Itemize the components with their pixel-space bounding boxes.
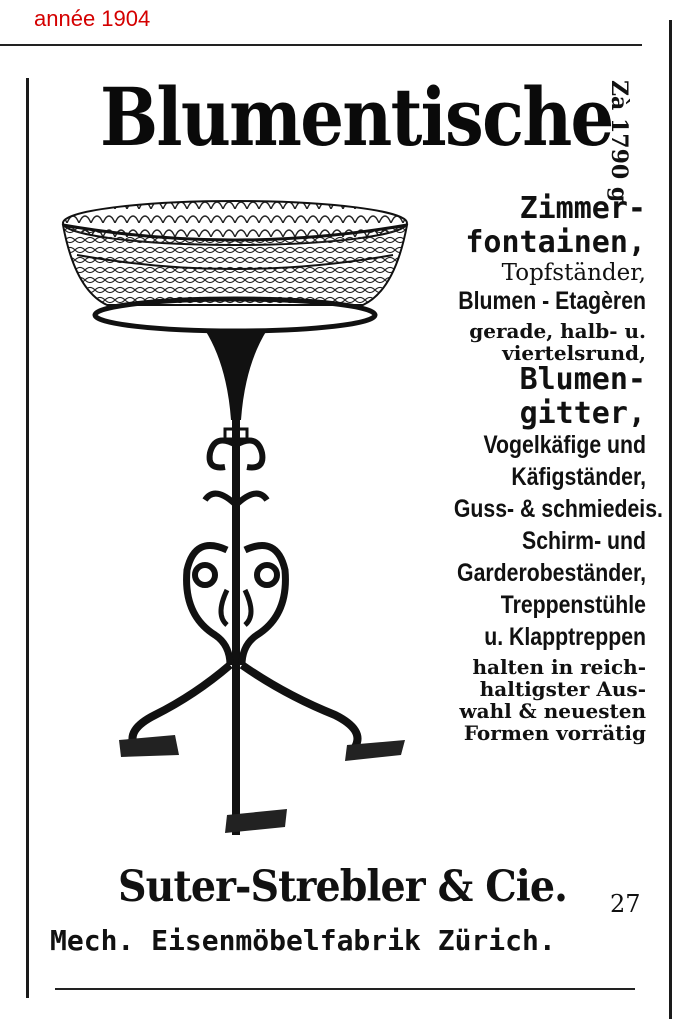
bottom-rule xyxy=(55,988,635,990)
page-number: 27 xyxy=(610,890,641,918)
flower-stand-illustration xyxy=(55,195,415,845)
product-line: Käfigständer, xyxy=(511,463,646,491)
product-line: Zimmer- xyxy=(519,191,646,226)
product-line: Guss- & schmiedeis. xyxy=(453,495,663,523)
product-line: Garderobeständer, xyxy=(457,559,646,587)
ad-title: Blumentische xyxy=(100,70,613,164)
product-line: u. Klapptreppen xyxy=(484,623,646,651)
company-name: Suter-Strebler & Cie. xyxy=(118,862,567,912)
product-line: Formen vorrätig xyxy=(463,721,646,745)
product-line: Vogelkäfige und xyxy=(483,431,646,459)
product-line: wahl & neuesten xyxy=(459,699,646,723)
product-line: Blumen - Etagèren xyxy=(458,287,646,315)
product-line: Topfständer, xyxy=(501,260,646,286)
reference-code: Zà 1790 g xyxy=(606,80,632,203)
product-line: Blumen- xyxy=(519,362,646,397)
left-border xyxy=(26,78,29,998)
product-line: halten in reich- xyxy=(472,655,646,679)
product-line: fontainen, xyxy=(465,225,646,260)
product-line: Treppenstühle xyxy=(500,591,646,619)
product-line: Schirm- und xyxy=(522,527,646,555)
right-border xyxy=(669,20,672,1019)
product-line: viertelsrund, xyxy=(502,341,646,365)
product-line: gerade, halb- u. xyxy=(469,319,646,343)
top-rule xyxy=(0,44,642,46)
company-subtitle: Mech. Eisenmöbelfabrik Zürich. xyxy=(50,924,556,957)
product-list xyxy=(420,191,663,745)
product-line: gitter, xyxy=(519,396,646,431)
year-caption: année 1904 xyxy=(34,6,151,31)
product-line: haltigster Aus- xyxy=(479,677,646,701)
